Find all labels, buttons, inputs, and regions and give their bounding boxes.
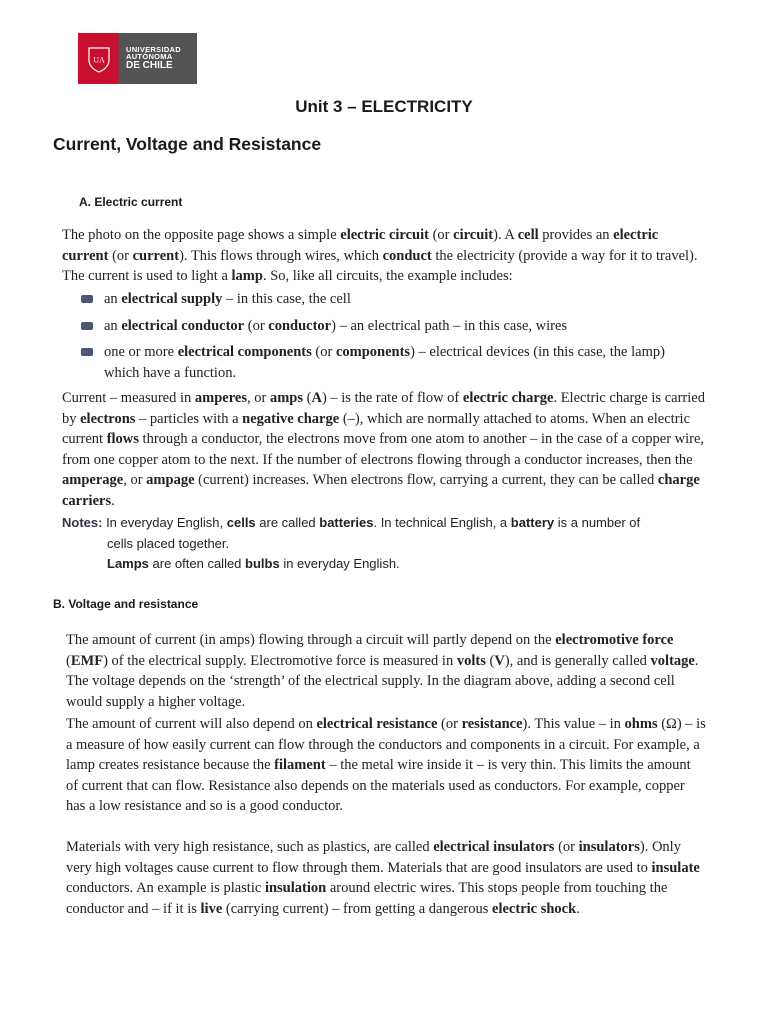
text-run: Current – measured in xyxy=(62,390,195,406)
bold-term: electric circuit xyxy=(340,227,429,243)
text-run: – the metal wire inside it – is very thin. This limits the amount of current that can flow. Resistance also depends on the materials used as conductors. For example, copper has a low resistance and so is a good conductor. xyxy=(66,757,691,814)
text-run: ). This value – in xyxy=(522,716,625,732)
bold-term: components xyxy=(335,344,411,360)
bold-term: electric charge xyxy=(462,390,554,406)
logo-line-2: AUTÓNOMA xyxy=(126,52,173,62)
notes-line-1 xyxy=(62,513,702,534)
text-run: (or xyxy=(437,716,462,732)
text-run: . xyxy=(576,900,580,917)
bold-term: volts xyxy=(456,652,486,669)
bold-term: electrical insulators xyxy=(433,839,555,855)
bullet-icon xyxy=(81,322,93,330)
text-run: one or more xyxy=(104,344,178,360)
text-run: . In technical English, a xyxy=(373,515,511,530)
bold-term: cells xyxy=(226,515,256,530)
text-run: ( xyxy=(485,652,495,669)
section-a-heading: A. Electric current xyxy=(79,195,183,209)
bold-term: V xyxy=(494,652,505,669)
bold-term: conduct xyxy=(382,247,432,264)
component-list xyxy=(80,289,700,389)
logo-emblem xyxy=(78,33,119,84)
text-run: (or xyxy=(244,317,269,334)
text-run: . xyxy=(111,492,115,509)
text-run: ) – electrical devices (in this case, the lamp) which have a function. xyxy=(104,344,665,381)
bold-term: electrical resistance xyxy=(316,716,438,732)
current-paragraph xyxy=(62,388,707,511)
bold-term: circuit xyxy=(453,227,494,243)
shield-icon xyxy=(84,44,114,74)
bold-term: batteries xyxy=(319,515,374,530)
unit-title: Unit 3 – ELECTRICITY xyxy=(295,97,473,116)
bold-term: electrons xyxy=(80,410,136,427)
bold-term: live xyxy=(200,900,223,917)
list-item-text xyxy=(104,318,567,334)
bold-term: negative charge xyxy=(242,410,340,427)
text-run: cells placed together. xyxy=(107,535,230,551)
text-run: . The voltage depends on the ‘strength’ of the electrical supply. In the diagram above, adding a second cell would supply a higher voltage. xyxy=(66,652,699,710)
text-run: an xyxy=(104,317,122,334)
bullet-icon xyxy=(81,348,93,356)
text-run: is a number of xyxy=(554,515,641,530)
text-run: (or xyxy=(554,839,579,855)
bold-term: cell xyxy=(517,227,539,243)
bold-term: conductor xyxy=(268,317,332,334)
text-run: ) – an electrical path – in this case, wires xyxy=(331,317,568,334)
text-run: ), and is generally called xyxy=(504,652,651,669)
text-run: are often called xyxy=(148,556,246,571)
bold-term: insulate xyxy=(651,859,700,876)
bold-term: ampage xyxy=(146,472,195,488)
university-logo xyxy=(78,33,197,84)
notes-label: Notes: xyxy=(62,515,103,530)
list-item-text xyxy=(104,291,351,307)
list-item xyxy=(80,316,700,337)
section-b-heading: B. Voltage and resistance xyxy=(53,597,199,611)
text-run: ( xyxy=(66,652,71,669)
text-run: ). Only very high voltages cause current to flow through them. Materials that are good insulators are used to xyxy=(66,839,681,876)
text-run: ) of the electrical supply. Electromotive force is measured in xyxy=(103,652,457,669)
text-run: The amount of current will also depend on xyxy=(66,716,317,732)
text-run: (–), which are normally attached to atoms. When an electric current xyxy=(62,410,690,447)
text-run: , or xyxy=(246,390,270,406)
bullet-icon xyxy=(81,295,93,303)
notes-line-1-text xyxy=(102,515,640,530)
text-run: (carrying current) – from getting a dangerous xyxy=(222,900,493,917)
text-run: , or xyxy=(123,472,147,488)
bold-term: Lamps xyxy=(107,556,149,571)
bold-term: amperage xyxy=(62,472,124,488)
list-item-text xyxy=(104,344,665,381)
text-run: – in this case, the cell xyxy=(222,291,351,307)
text-run: The amount of current (in amps) flowing through a circuit will partly depend on the xyxy=(66,632,556,648)
text-run: . Electric charge is carried by xyxy=(62,390,705,427)
bold-term: A xyxy=(311,390,322,406)
bold-term: electrical supply xyxy=(121,291,223,307)
logo-wordmark xyxy=(119,33,197,84)
bold-term: electromotive force xyxy=(555,632,674,648)
bold-term: bulbs xyxy=(245,556,280,571)
logo-line-3: DE CHILE xyxy=(126,60,173,72)
resistance-paragraph xyxy=(66,714,706,817)
bold-term: electrical conductor xyxy=(121,317,245,334)
text-run: conductors. An example is plastic xyxy=(66,880,265,896)
list-item xyxy=(80,289,700,310)
bold-term: battery xyxy=(510,515,555,530)
text-run: through a conductor, the electrons move from one atom to another – in the case of a copper wire, from one copper atom to the next. If the number of electrons flowing through a conductor increases, then the xyxy=(62,431,705,468)
page-title: Current, Voltage and Resistance xyxy=(53,134,322,154)
logo-line-1: UNIVERSIDAD xyxy=(126,44,181,54)
text-run: In everyday English, xyxy=(102,515,227,530)
bold-term: filament xyxy=(274,757,326,773)
insulators-paragraph xyxy=(66,837,706,919)
text-run: The photo on the opposite page shows a simple xyxy=(62,227,341,243)
bold-term: resistance xyxy=(461,716,523,732)
bold-term: EMF xyxy=(70,652,104,669)
text-run: (current) increases. When electrons flow, carrying a current, they can be called xyxy=(194,472,658,488)
logo-emblem-text: UA xyxy=(92,55,105,64)
bold-term: amperes xyxy=(194,390,247,406)
bold-term: electrical components xyxy=(177,344,312,360)
bold-term: flows xyxy=(106,431,139,447)
bold-term: electric current xyxy=(62,227,659,264)
text-run: – particles with a xyxy=(135,410,243,427)
notes-box xyxy=(62,513,702,575)
text-run: ) – is the rate of flow of xyxy=(321,390,463,406)
bold-term: charge carriers xyxy=(62,472,700,509)
text-run: are called xyxy=(255,515,320,530)
text-run: Materials with very high resistance, such as plastics, are called xyxy=(66,839,434,855)
notes-line-3 xyxy=(62,554,702,575)
text-run: provides an xyxy=(538,227,614,243)
bold-term: amps xyxy=(269,390,303,406)
text-run: ( xyxy=(303,390,312,406)
text-run: ). A xyxy=(493,227,518,243)
text-run: (or xyxy=(311,344,336,360)
bold-term: electric shock xyxy=(492,900,577,917)
bold-term: current xyxy=(132,247,180,264)
text-run: ). This flows through wires, which xyxy=(179,247,383,264)
bold-term: insulators xyxy=(578,839,640,855)
text-run: the electricity (provide a way for it to travel). The current is used to light a xyxy=(62,247,698,284)
text-run: in everyday English. xyxy=(279,556,400,571)
bold-term: lamp xyxy=(231,268,263,284)
text-run: . So, like all circuits, the example includes: xyxy=(262,268,513,284)
voltage-paragraph xyxy=(66,630,706,712)
bold-term: voltage xyxy=(650,652,695,669)
text-run: around electric wires. This stops people from touching the conductor and – if it is xyxy=(66,880,668,917)
text-run: (or xyxy=(108,247,133,264)
list-item xyxy=(80,342,700,383)
section-a-intro xyxy=(62,225,707,287)
bold-term: ohms xyxy=(624,716,658,732)
notes-line-2 xyxy=(62,534,702,555)
text-run: (Ω) – is a measure of how easily current can flow through the conductors and components in a circuit. For example, a lamp creates resistance because the xyxy=(66,716,706,773)
bold-term: insulation xyxy=(264,880,327,896)
text-run: (or xyxy=(428,227,454,243)
text-run: an xyxy=(104,291,122,307)
